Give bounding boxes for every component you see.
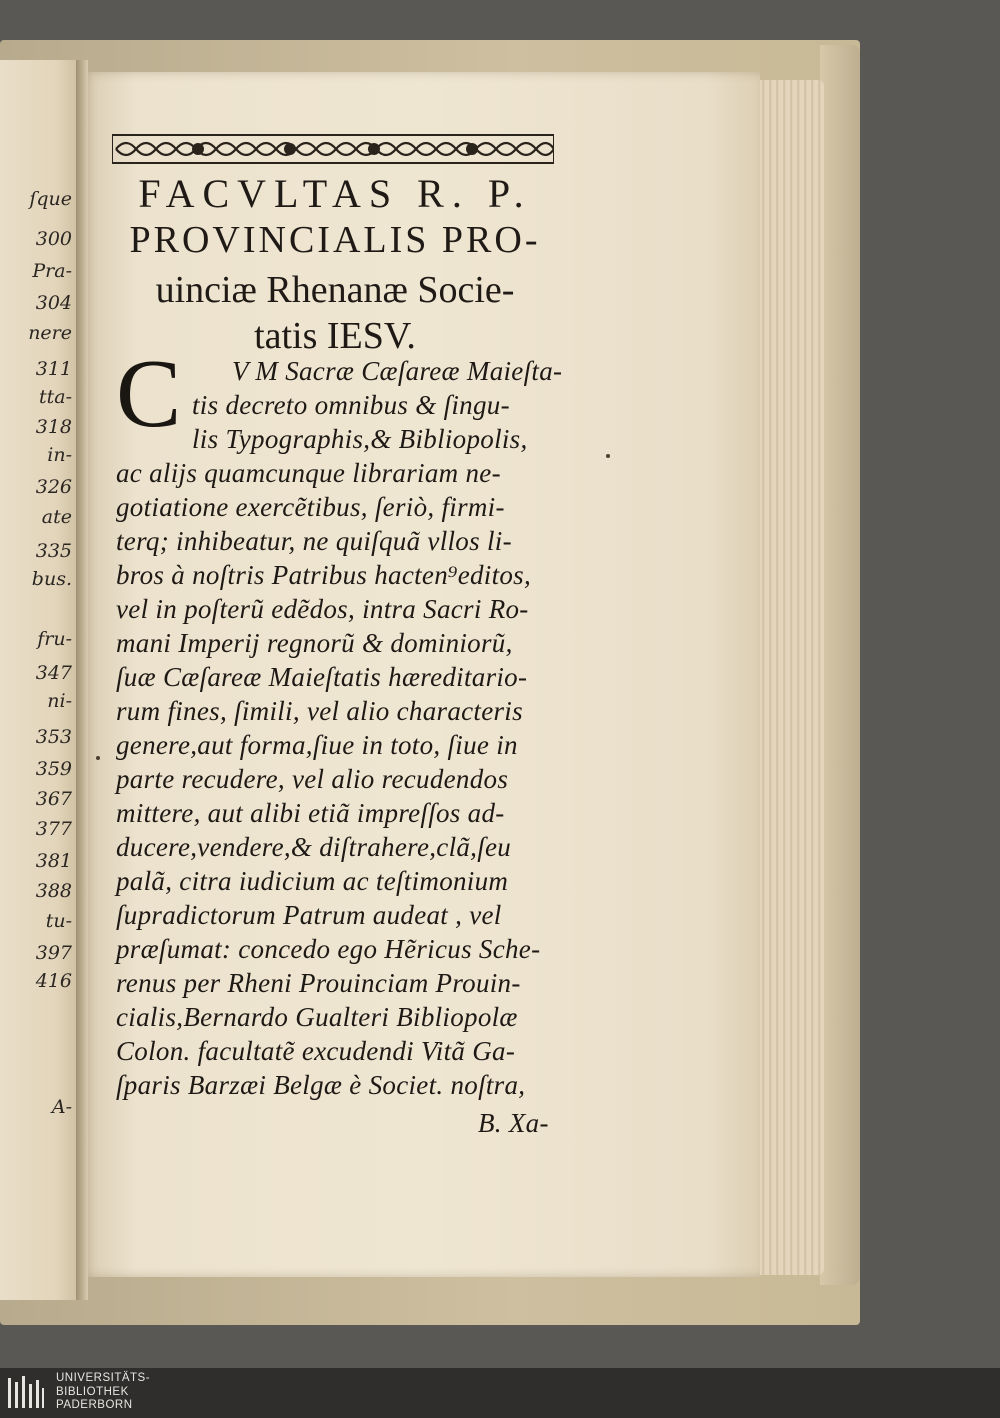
left-page-text: Pra- [32,260,72,282]
left-page-text: ate [41,506,72,528]
book-gutter [76,60,88,1300]
body-line: gotiatione exercẽtibus, ſeriò, firmi- [116,492,505,522]
paper-speck [96,756,100,760]
library-name-line: PADERBORN [56,1399,133,1411]
body-line: ac alijs quamcunque librariam ne- [116,458,501,488]
body-line: Colon. facultatẽ excudendi Vitã Ga- [116,1036,516,1066]
body-line: bros à noſtris Patribus hacten⁹editos, [116,560,532,590]
library-logo-icon [6,1374,46,1412]
body-line: rum fines, ſimili, vel alio characteris [116,696,523,726]
left-page-text: 311 [35,358,72,380]
body-line: mani Imperij regnorũ & dominiorũ, [116,628,513,658]
body-line: vel in poſterũ edẽdos, intra Sacri Ro- [116,594,529,624]
left-page-text: 416 [35,970,72,992]
left-page-text: tu- [45,910,72,932]
left-page-fragment [0,60,80,1300]
body-line: ſuæ Cæſareæ Maieſtatis hæreditario- [116,662,528,692]
drop-cap: C [116,340,182,448]
left-page-text: 359 [35,758,72,780]
body-line: mittere, aut alibi etiã impreſſos ad- [116,798,505,828]
ornament-band [112,132,554,166]
left-page-text: 304 [35,292,72,314]
body-line: parte recudere, vel alio recudendos [116,764,509,794]
left-page-text: 347 [35,662,72,684]
body-line: præſumat: concedo ego Hẽricus Sche- [116,934,541,964]
body-line: ſparis Barzæi Belgæ è Societ. noſtra, [116,1070,526,1100]
body-line: palã, citra iudicium ac teſtimonium [116,866,509,896]
page-stack-edge [752,80,824,1275]
heading-line-4: tatis IESV. [254,315,416,357]
left-page-text: ni- [47,690,72,712]
left-page-text: ſque [29,188,72,210]
body-line: terq; inhibeatur, ne quiſquã vllos li- [116,526,512,556]
library-name-line: UNIVERSITÄTS- [56,1372,151,1384]
body-line: ducere,vendere,& diſtrahere,clã,ſeu [116,832,512,862]
body-line: cialis,Bernardo Gualteri Bibliopolæ [116,1002,518,1032]
left-page-text: 381 [35,850,72,872]
body-line: renus per Rheni Prouinciam Prouin- [116,968,521,998]
left-page-text: 353 [35,726,72,748]
library-name-line: BIBLIOTHEK [56,1385,129,1398]
left-page-text: 377 [35,818,72,840]
body-line: lis Typographis,& Bibliopolis, [192,424,528,454]
library-footer [0,1368,1000,1418]
left-page-text: nere [28,322,72,344]
body-line: tis decreto omnibus & ſingu- [192,390,510,420]
library-name [56,1372,150,1413]
left-page-text: 300 [35,228,72,250]
left-page-text: in- [47,444,72,466]
heading-line-1: FACVLTAS R. P. [138,171,532,216]
left-page-text: 318 [35,416,72,438]
left-page-text: A- [51,1096,72,1118]
body-line: genere,aut forma,ſiue in toto, ſiue in [116,730,518,760]
heading-line-3: uinciæ Rhenanæ Socie- [155,269,515,311]
left-page-text: 388 [35,880,72,902]
left-page-text: 326 [35,476,72,498]
body-line: ſupradictorum Patrum audeat , vel [116,900,502,930]
left-page-text: 335 [35,540,72,562]
heading-line-2: PROVINCIALIS PRO- [129,219,541,261]
left-page-text: 397 [35,942,72,964]
left-page-text: 367 [35,788,72,810]
paper-speck [606,454,610,458]
left-page-text: tta- [38,386,72,408]
left-page-text: fru- [37,628,72,650]
left-page-text: bus. [31,568,72,590]
body-line: V M Sacræ Cæſareæ Maieſta- [232,356,563,386]
book-cover-edge [820,45,860,1285]
catchword: B. Xa- [478,1108,549,1138]
